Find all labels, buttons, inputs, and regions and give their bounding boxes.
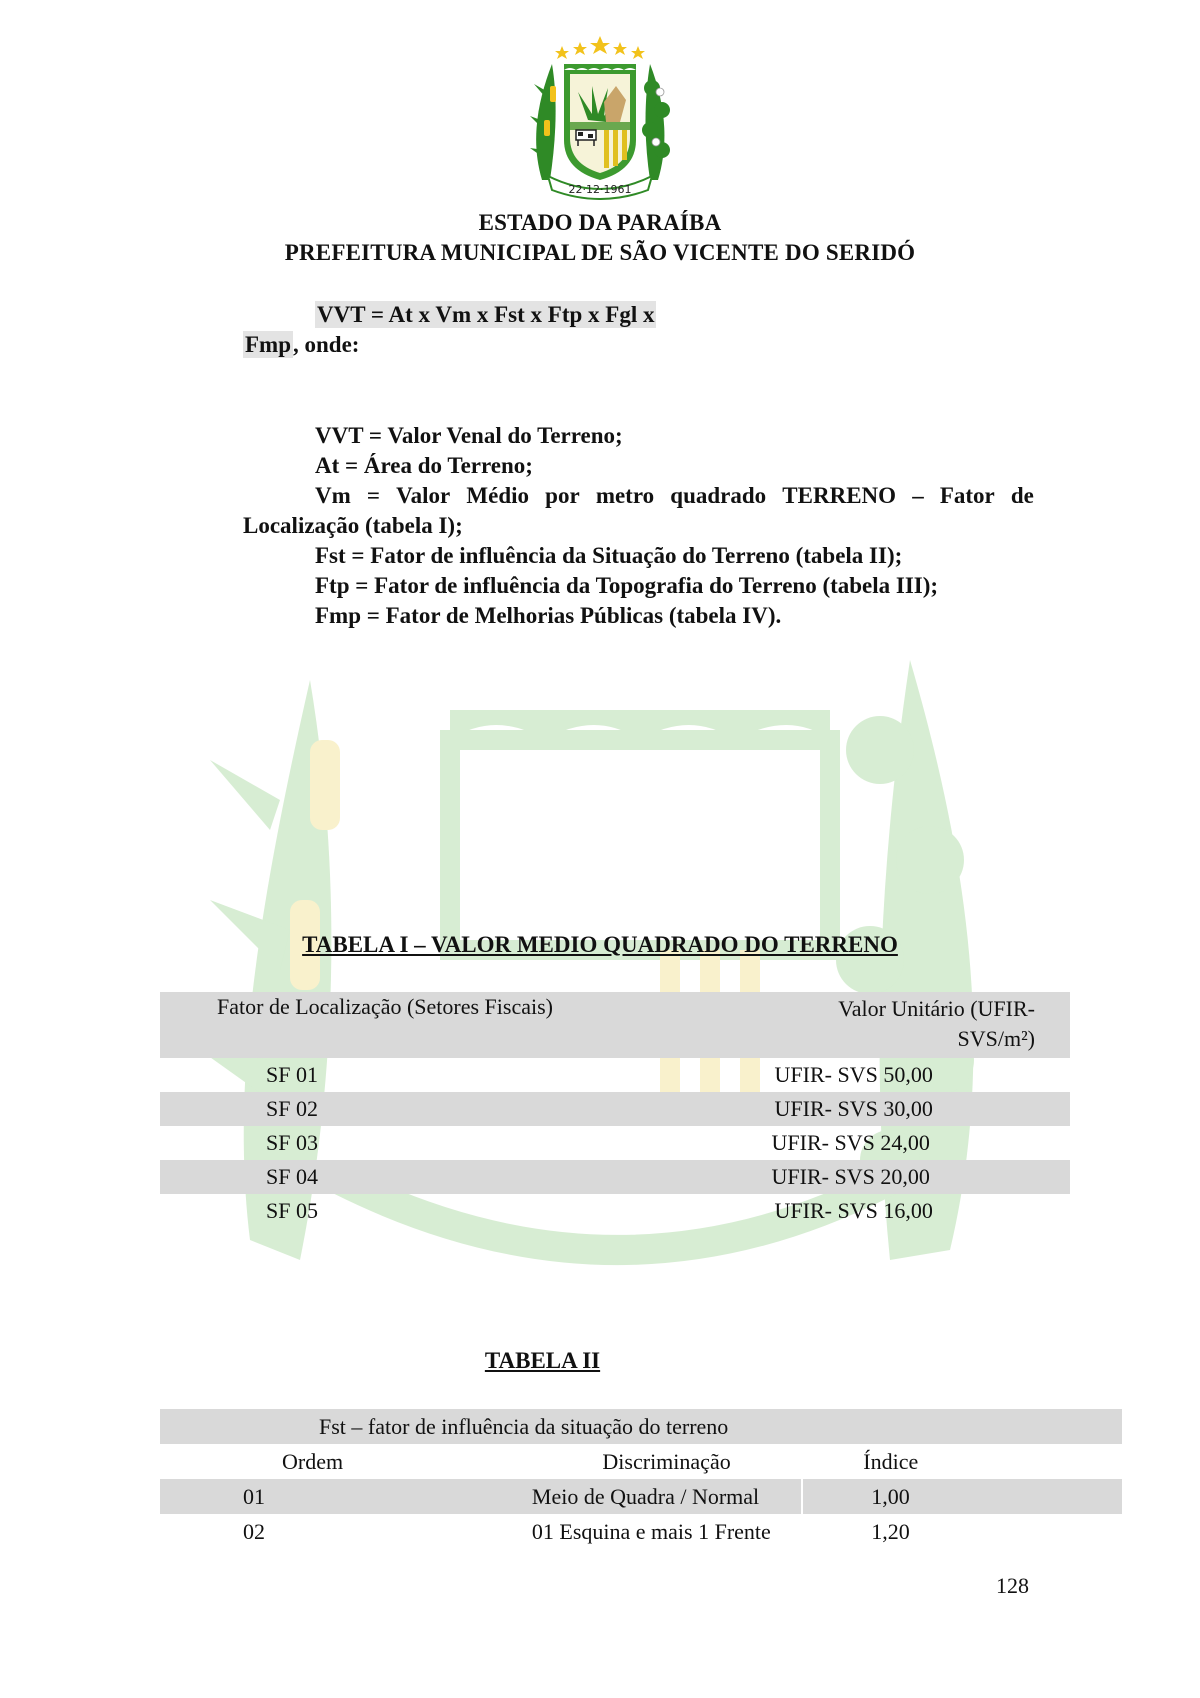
sector-cell: SF 04	[160, 1160, 720, 1194]
header-indice: Índice	[863, 1448, 919, 1474]
definition-fmp: Fmp = Fator de Melhorias Públicas (tabela IV).	[315, 603, 782, 628]
table-row	[160, 1514, 1122, 1549]
page-number: 128	[996, 1573, 1029, 1598]
indice-cell: 1,20	[871, 1518, 910, 1544]
discriminacao-cell: Meio de Quadra / Normal	[532, 1479, 802, 1514]
vm-word: por	[545, 483, 580, 508]
definitions-list	[243, 421, 1034, 631]
formula-fmp: Fmp	[245, 332, 291, 357]
vm-word: Vm	[315, 483, 351, 508]
sector-cell: SF 05	[266, 1198, 318, 1223]
table-row	[160, 1194, 1070, 1228]
value-cell: UFIR- SVS 24,00	[771, 1130, 930, 1155]
header-discriminacao: Discriminação	[532, 1444, 802, 1479]
state-heading: ESTADO DA PARAÍBA	[478, 210, 722, 235]
vm-word: =	[366, 483, 381, 508]
definition-vvt: VVT = Valor Venal do Terreno;	[315, 423, 623, 448]
table-row	[160, 1092, 1070, 1126]
sector-cell: SF 02	[160, 1092, 720, 1126]
table2-situation-factor	[160, 1409, 1122, 1549]
ordem-cell: 02	[243, 1518, 265, 1544]
sector-cell: SF 03	[266, 1130, 318, 1155]
table-header-row	[160, 992, 1070, 1058]
vm-word: quadrado	[670, 483, 767, 508]
vm-word: de	[1010, 483, 1034, 508]
definition-ftp: Ftp = Fator de influência da Topografia do Terreno (tabela III);	[315, 573, 939, 598]
stars-icon	[555, 36, 645, 59]
value-cell: UFIR- SVS 20,00	[720, 1160, 1070, 1194]
value-cell: UFIR- SVS 16,00	[774, 1198, 933, 1223]
indice-cell: 1,00	[802, 1479, 1122, 1514]
vm-word: TERRENO	[782, 483, 897, 508]
crest-date-ribbon: 22·12·1961	[568, 183, 632, 196]
header-value-line1: Valor Unitário (UFIR-	[838, 996, 1035, 1021]
definition-vm-continued: Localização (tabela I);	[243, 513, 463, 538]
definition-at: At = Área do Terreno;	[315, 453, 533, 478]
table2-caption: Fst – fator de influência da situação do terreno	[160, 1409, 1122, 1444]
formula-line-2	[243, 332, 359, 358]
formula-onde: , onde:	[293, 332, 360, 357]
table2-caption-row	[160, 1409, 1122, 1444]
vm-word: –	[912, 483, 924, 508]
table-row	[160, 1058, 1070, 1092]
formula-line-1	[315, 302, 656, 328]
table1-title: TABELA I – VALOR MEDIO QUADRADO DO TERRENO	[302, 932, 898, 957]
table-row	[160, 1160, 1070, 1194]
vm-word: Médio	[466, 483, 530, 508]
table2-title: TABELA II	[484, 1348, 601, 1373]
vm-word: Fator	[939, 483, 995, 508]
municipal-crest	[512, 30, 688, 200]
formula-text: VVT = At x Vm x Fst x Ftp x Fgl x	[317, 302, 655, 327]
value-cell: UFIR- SVS 50,00	[774, 1062, 933, 1087]
sector-cell: SF 01	[266, 1062, 318, 1087]
table1-land-values	[160, 992, 1070, 1228]
header-value-line2: SVS/m²)	[957, 1026, 1035, 1051]
table-row	[160, 1479, 1122, 1514]
ordem-cell: 01	[160, 1479, 532, 1514]
municipality-heading: PREFEITURA MUNICIPAL DE SÃO VICENTE DO SERIDÓ	[284, 240, 916, 265]
definition-vm	[243, 481, 1034, 511]
table1-header-value	[720, 992, 1070, 1058]
table-row	[160, 1126, 1070, 1160]
vm-word: Valor	[396, 483, 451, 508]
definition-fst: Fst = Fator de influência da Situação do Terreno (tabela II);	[315, 543, 903, 568]
header-ordem: Ordem	[282, 1448, 344, 1474]
table1-header-sector: Fator de Localização (Setores Fiscais)	[160, 992, 720, 1058]
table-header-row	[160, 1444, 1122, 1479]
value-cell: UFIR- SVS 30,00	[720, 1092, 1070, 1126]
discriminacao-cell: 01 Esquina e mais 1 Frente	[532, 1514, 802, 1549]
vm-word: metro	[595, 483, 655, 508]
